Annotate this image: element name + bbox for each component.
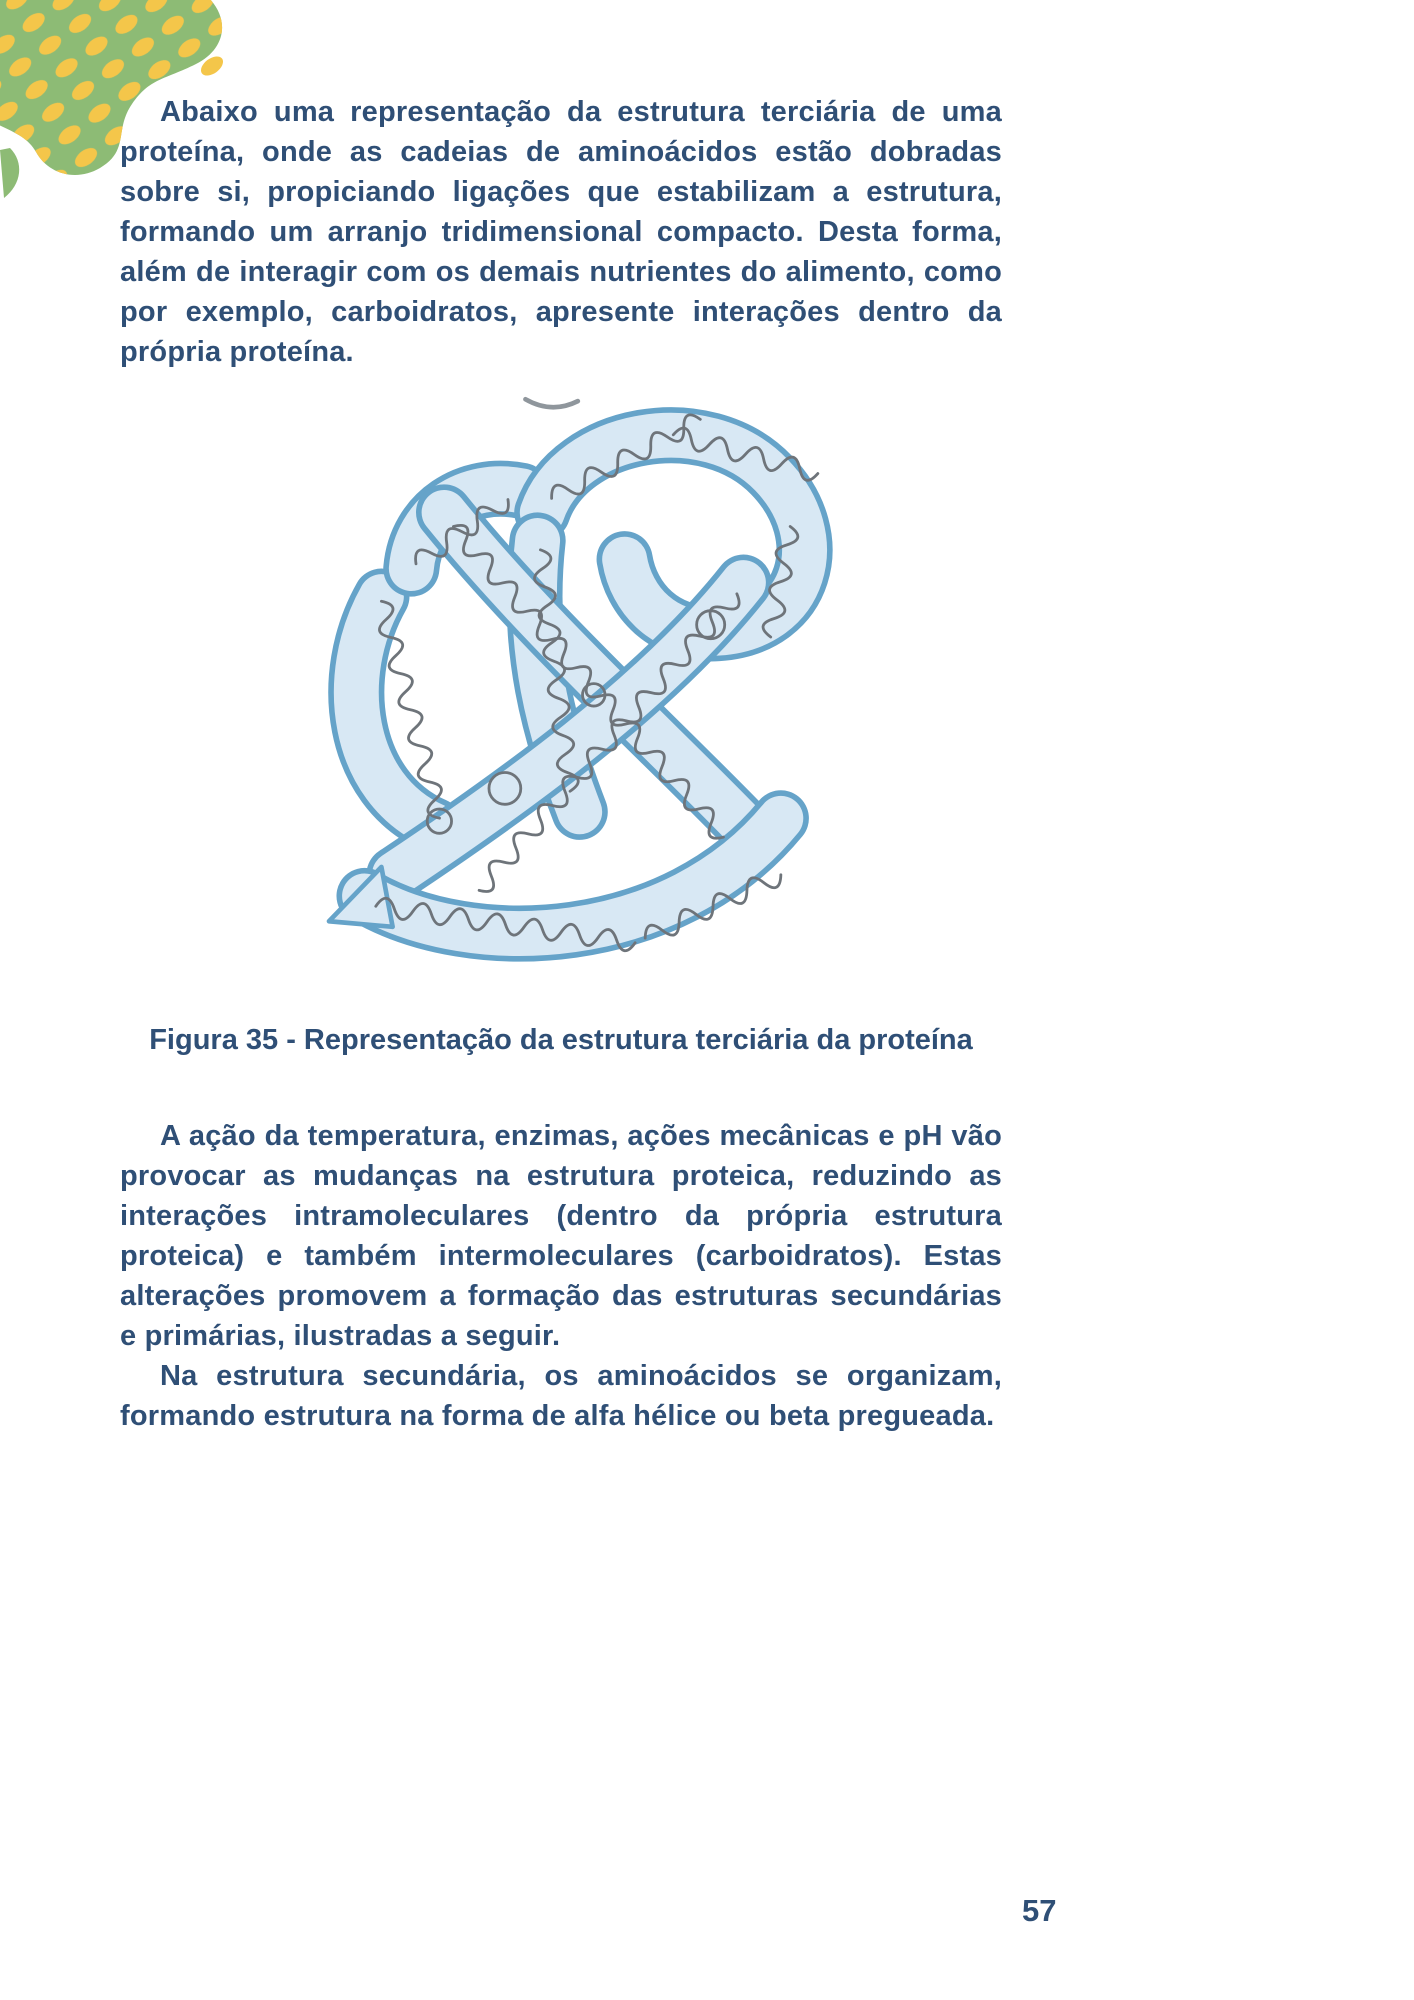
text-column	[120, 92, 1002, 1436]
figure-protein	[120, 386, 1002, 990]
paragraph-secondary-structure: Na estrutura secundária, os aminoácidos se organizam, formando estrutura na forma de alfa hélice ou beta pregueada.	[120, 1360, 1002, 1432]
figure-caption: Figura 35 - Representação da estrutura terciária da proteína	[149, 1024, 973, 1056]
paragraph-intro: Abaixo uma representação da estrutura terciária de uma proteína, onde as cadeias de aminoácidos estão dobradas sobre si, propiciando ligações que estabilizam a estrutura, formando um arranjo tridimensional compacto. Desta forma, além de interagir com os demais nutrientes do alimento, como por exemplo, carboidratos, apresente interações dentro da própria proteína.	[120, 96, 1002, 368]
protein-structure-illustration	[271, 386, 851, 985]
paragraph-denaturation: A ação da temperatura, enzimas, ações mecânicas e pH vão provocar as mudanças na estrutura proteica, reduzindo as interações intramoleculares (dentro da própria estrutura proteica) e também intermoleculares (carboidratos). Estas alterações promovem a formação das estruturas secundárias e primárias, ilustradas a seguir.	[120, 1120, 1002, 1352]
page-number: 57	[1022, 1893, 1057, 1928]
